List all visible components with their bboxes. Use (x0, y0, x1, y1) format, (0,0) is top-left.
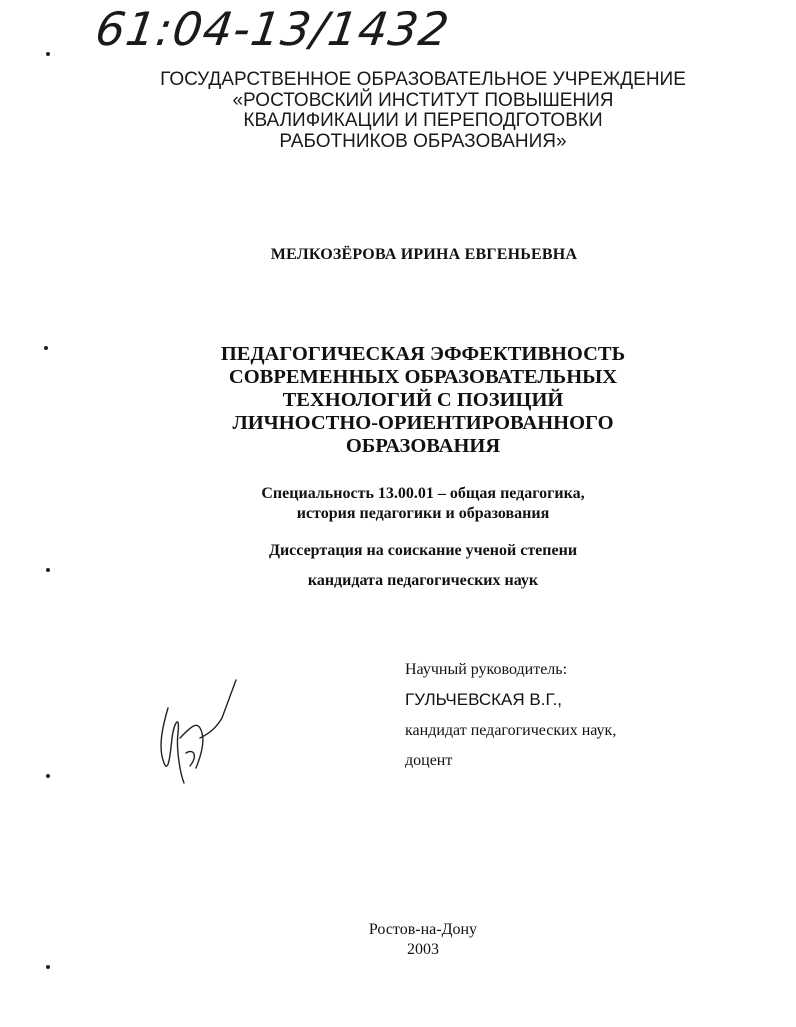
binding-hole-mark (46, 774, 50, 778)
institution-name (150, 70, 696, 152)
institution-line: ГОСУДАРСТВЕННОЕ ОБРАЗОВАТЕЛЬНОЕ УЧРЕЖДЕНИЕ (160, 69, 686, 90)
binding-hole-mark (46, 568, 50, 572)
title-line: ОБРАЗОВАНИЯ (345, 435, 501, 457)
degree-statement-line: кандидата педагогических наук (307, 572, 539, 589)
title-line: ПЕДАГОГИЧЕСКАЯ ЭФФЕКТИВНОСТЬ (220, 343, 626, 365)
specialty (150, 484, 696, 524)
institution-line: «РОСТОВСКИЙ ИНСТИТУТ ПОВЫШЕНИЯ (232, 89, 614, 111)
title-line: ЛИЧНОСТНО-ОРИЕНТИРОВАННОГО (232, 412, 614, 434)
archive-code-handwritten: 61:04-13/1432 (92, 2, 454, 56)
supervisor-title: доцент (405, 752, 453, 769)
supervisor-name: ГУЛЬЧЕВСКАЯ В.Г., (405, 690, 563, 709)
supervisor-label: Научный руководитель: (405, 661, 568, 678)
binding-hole-mark (46, 52, 50, 56)
binding-hole-mark (46, 965, 50, 969)
specialty-line: история педагогики и образования (296, 505, 550, 522)
title-line: ТЕХНОЛОГИЙ С ПОЗИЦИЙ (282, 389, 564, 411)
author-name: МЕЛКОЗЁРОВА ИРИНА ЕВГЕНЬЕВНА (270, 246, 578, 263)
institution-line: РАБОТНИКОВ ОБРАЗОВАНИЯ» (279, 130, 567, 152)
signature-scribble (150, 678, 250, 798)
binding-hole-mark (44, 346, 48, 350)
supervisor-degree: кандидат педагогических наук, (405, 722, 617, 739)
institution-line: КВАЛИФИКАЦИИ И ПЕРЕПОДГОТОВКИ (243, 110, 603, 131)
title-line: СОВРЕМЕННЫХ ОБРАЗОВАТЕЛЬНЫХ (228, 366, 618, 388)
specialty-line: Специальность 13.00.01 – общая педагогика, (261, 485, 585, 502)
dissertation-title (150, 343, 696, 458)
degree-statement-line: Диссертация на соискание ученой степени (268, 542, 578, 559)
publication-year: 2003 (407, 941, 439, 958)
publication-city: Ростов-на-Дону (368, 921, 478, 938)
